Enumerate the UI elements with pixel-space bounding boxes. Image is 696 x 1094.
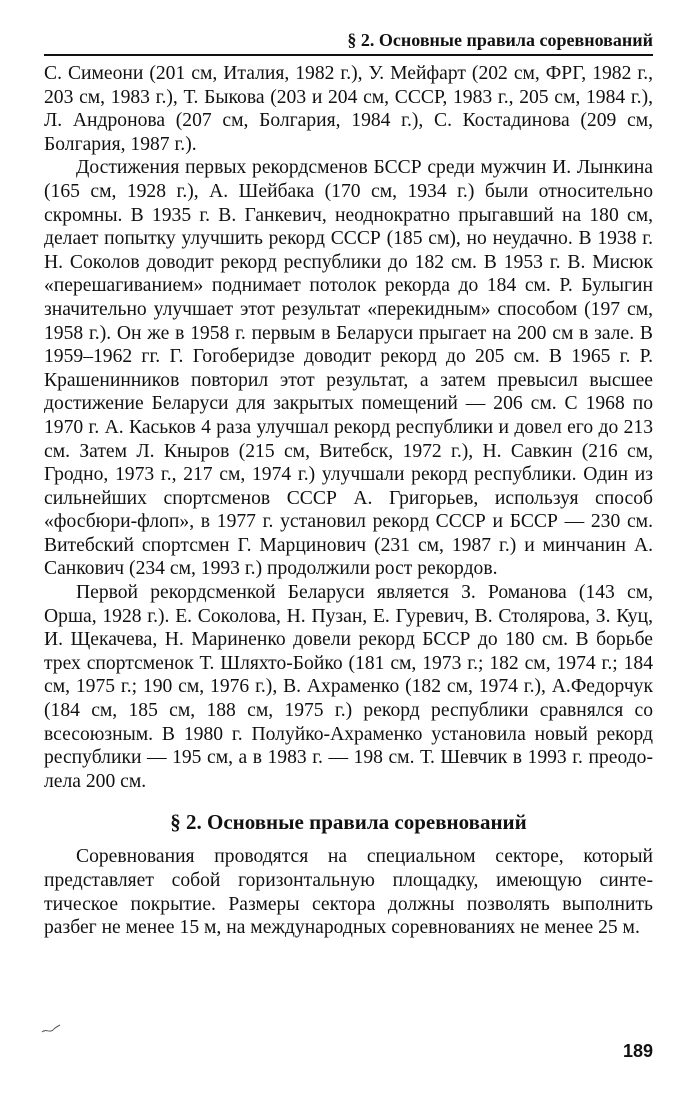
paragraph-competition-sector: Соревнования проводятся на специальном секторе, который представляет собой горизонтальную площадку, имеющую синтетическое покрытие. Размеры сектора должны позволять выполнить разбег не менее 15 м, на международных соревнованиях не менее 25 м. (44, 846, 653, 939)
section-heading: § 2. Основные правила соревнований (170, 810, 527, 835)
ink-smudge-mark (40, 1022, 62, 1036)
paragraph-women-records: Первой рекордсменкой Беларуси является З. Романова (143 см, Орша, 1928 г.). Е. Соколова, Н. Пузан, Е. Гуревич, В. Столярова, З. Куц, И. Щекачева, Н. Мариненко довели рекорд БССР до 180 см. В борьбе трех спортсменок Т. Шляхто-Бойко (181 см, 1973 г.; 182 см, 1974 г.; 184 см, 1975 г.; 190 см, 1976 г.), В. Ахраменко (182 см, 1974 г.), А.Федорчук (184 см, 185 см, 188 см, 1975 г.) рекорд республики сравнялся со всесоюзным. В 1980 г. Полуйко-Ахраменко установила новый рекорд республики — 195 см, а в 1983 г. — 198 см. Т. Шевчик в 1993 г. преодолела 200 см. (44, 582, 653, 792)
body-text (44, 62, 653, 793)
running-header: § 2. Основные правила соревнований (347, 30, 653, 50)
page-number: 189 (622, 1041, 653, 1061)
paragraph-continued: С. Симеони (201 см, Италия, 1982 г.), У. Мейфарт (202 см, ФРГ, 1982 г., 203 см, 1983 г.), Т. Быкова (203 и 204 см, СССР, 1983 г., 205 см, 1984 г.), Л. Андронова (207 см, Болгария, 1984 г.), С. Костадинова (209 см, Болгария, 1987 г.). (44, 63, 653, 155)
paragraph-men-records: Достижения первых рекордсменов БССР среди мужчин И. Лынкина (165 см, 1928 г.), А. Шейбака (170 см, 1934 г.) были относительно скромны. В 1935 г. В. Ганкевич, неоднократно прыгавший на 180 см, делает попытку улучшить рекорд СССР (185 см), но неудачно. В 1938 г. Н. Соколов доводит рекорд республики до 182 см. В 1953 г. В. Мисюк «перешагиванием» поднимает потолок рекорда до 184 см. Р. Булыгин значительно улучшает этот результат «перекидным» способом (197 см, 1958 г.). Он же в 1958 г. первым в Беларуси прыгает на 200 см в зале. В 1959–1962 гг. Г. Гогоберидзе доводит рекорд до 205 см. В 1965 г. Р. Крашенинников повторил этот результат, а затем превысил высшее достижение Беларуси для закрытых помещений — 206 см. С 1968 по 1970 г. А. Каськов 4 раза улучшал рекорд республики и довел его до 213 см. Затем Л. Кныров (215 см, Витебск, 1972 г.), Н. Савкин (216 см, Гродно, 1973 г., 217 см, 1974 г.) улучшали рекорд республики. Один из сильнейших спортсменов СССР А. Григорьев, используя способ «фосбюри-флоп», в 1977 г. установил рекорд СССР и БССР — 230 см. Витебский спортсмен Г. Марцинович (231 см, 1987 г.) и минчанин А. Санкович (234 см, 1993 г.) продолжили рост рекордов. (44, 157, 653, 580)
book-page (44, 28, 653, 940)
body-text-section (44, 845, 653, 939)
header-rule (44, 54, 653, 56)
